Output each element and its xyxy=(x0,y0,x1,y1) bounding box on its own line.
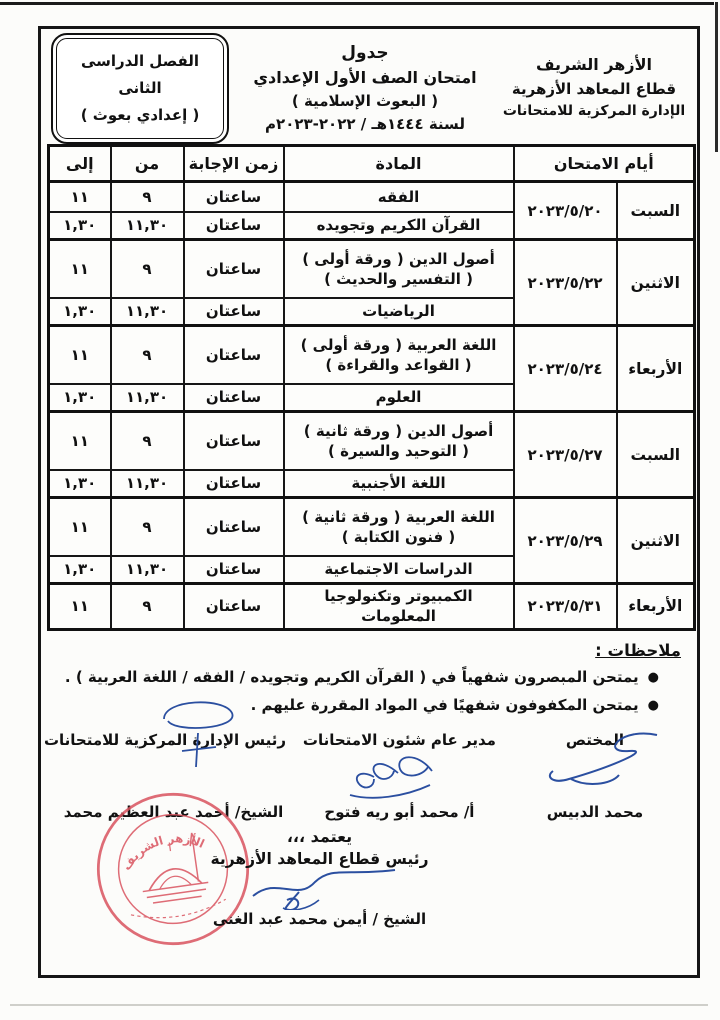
signature-name: أ/ محمد أبو ريه فتوح xyxy=(324,803,475,821)
col-header-subject: المادة xyxy=(284,146,514,182)
exam-to: ١,٣٠ xyxy=(49,212,111,240)
exam-duration: ساعتان xyxy=(184,584,284,630)
title-line: امتحان الصف الأول الإعدادي xyxy=(253,68,477,88)
approval-title: رئيس قطاع المعاهد الأزهرية xyxy=(210,850,429,868)
exam-duration: ساعتان xyxy=(184,212,284,240)
exam-duration: ساعتان xyxy=(184,498,284,556)
exam-subject: القرآن الكريم وتجويده xyxy=(284,212,514,240)
exam-from: ٩ xyxy=(111,412,184,470)
note-item xyxy=(57,695,659,717)
exam-from: ٩ xyxy=(111,240,184,298)
header-section xyxy=(47,34,691,142)
title-line: جدول xyxy=(341,42,389,63)
exam-from: ٩ xyxy=(111,498,184,556)
pen-signature xyxy=(235,866,405,910)
signature-name: محمد الدبيس xyxy=(546,803,644,821)
scan-edge-top xyxy=(0,2,714,5)
stamp-text: الأزهر الشريف xyxy=(119,831,207,873)
signature-exams-director xyxy=(286,731,513,821)
table-row xyxy=(49,498,695,556)
exam-to: ١,٣٠ xyxy=(49,298,111,326)
exam-duration: ساعتان xyxy=(184,240,284,298)
bottom-section xyxy=(47,821,691,979)
exam-day: الاثنين xyxy=(617,240,695,326)
exam-subject xyxy=(284,412,514,470)
exam-subject xyxy=(284,326,514,384)
exam-subject: اللغة الأجنبية xyxy=(284,470,514,498)
exam-duration: ساعتان xyxy=(184,412,284,470)
subject-line1: أصول الدين ( ورقة أولى ) xyxy=(302,249,495,268)
subject-line1: اللغة العربية ( ورقة أولى ) xyxy=(300,335,497,354)
exam-subject xyxy=(284,240,514,298)
term-line: ( إعدادي بعوث ) xyxy=(80,105,200,124)
exam-to: ١١ xyxy=(49,498,111,556)
exam-subject: الدراسات الاجتماعية xyxy=(284,556,514,584)
signature-specialist xyxy=(513,731,677,821)
signature-title: المختص xyxy=(565,731,625,749)
exam-to: ١١ xyxy=(49,412,111,470)
exam-duration: ساعتان xyxy=(184,298,284,326)
table-row xyxy=(49,182,695,212)
exam-to: ١١ xyxy=(49,182,111,212)
table-row xyxy=(49,412,695,470)
exam-schedule-table xyxy=(47,144,696,631)
subject-line2: ( التفسير والحديث ) xyxy=(324,269,473,288)
exam-from: ١١,٣٠ xyxy=(111,384,184,412)
scan-edge-bottom xyxy=(10,1004,708,1006)
exam-subject: العلوم xyxy=(284,384,514,412)
exam-to: ١,٣٠ xyxy=(49,470,111,498)
col-header-from: من xyxy=(111,146,184,182)
note-text: يمتحن المكفوفون شفهيًا في المواد المقررة عليهم . xyxy=(250,696,639,715)
exam-date: ٢٠٢٣/٥/٢٩ xyxy=(514,498,617,584)
subject-line1: اللغة العربية ( ورقة ثانية ) xyxy=(302,507,495,526)
exam-date: ٢٠٢٣/٥/٢٤ xyxy=(514,326,617,412)
bullet-icon: ● xyxy=(647,698,659,714)
table-row xyxy=(49,584,695,630)
col-header-time: زمن الإجابة xyxy=(184,146,284,182)
logo-line: الإدارة المركزية للامتحانات xyxy=(502,103,686,120)
exam-date: ٢٠٢٣/٥/٢٢ xyxy=(514,240,617,326)
exam-duration: ساعتان xyxy=(184,556,284,584)
exam-to: ١١ xyxy=(49,584,111,630)
approval-word: يعتمد ،،، xyxy=(286,827,353,846)
exam-date: ٢٠٢٣/٥/٢٧ xyxy=(514,412,617,498)
subject-line2: ( القواعد والقراءة ) xyxy=(325,355,472,374)
exam-day: الأربعاء xyxy=(617,584,695,630)
title-line: ( البعوث الإسلامية ) xyxy=(291,92,439,111)
exam-to: ١,٣٠ xyxy=(49,556,111,584)
term-box xyxy=(51,33,229,144)
exam-subject xyxy=(284,498,514,556)
exam-from: ١١,٣٠ xyxy=(111,298,184,326)
scan-edge-right xyxy=(715,2,718,152)
pen-signature xyxy=(328,747,458,802)
exam-from: ١١,٣٠ xyxy=(111,470,184,498)
exam-subject: الرياضيات xyxy=(284,298,514,326)
notes-heading: ملاحظات : xyxy=(595,640,681,660)
table-row xyxy=(49,326,695,384)
exam-duration: ساعتان xyxy=(184,182,284,212)
exam-subject: الكمبيوتر وتكنولوجيا المعلومات xyxy=(284,584,514,630)
exam-from: ١١,٣٠ xyxy=(111,212,184,240)
signature-name: الشيخ/ أحمد عبد العظيم محمد xyxy=(63,803,284,821)
exam-day: السبت xyxy=(617,182,695,240)
signature-title: مدير عام شئون الامتحانات xyxy=(302,731,496,749)
exam-day: السبت xyxy=(617,412,695,498)
logo-line: قطاع المعاهد الأزهرية xyxy=(511,79,677,98)
exam-to: ١١ xyxy=(49,240,111,298)
page-title xyxy=(229,41,501,136)
table-header-row xyxy=(49,146,695,182)
azhar-logo-calligraphy xyxy=(501,53,687,123)
note-text: يمتحن المبصرون شفهياً في ( القرآن الكريم وتجويده / الفقه / اللغة العربية ) . xyxy=(64,667,639,686)
exam-to: ١,٣٠ xyxy=(49,384,111,412)
subject-line2: ( التوحيد والسيرة ) xyxy=(328,441,469,460)
notes-section xyxy=(47,631,691,718)
exam-duration: ساعتان xyxy=(184,384,284,412)
exam-date: ٢٠٢٣/٥/٣١ xyxy=(514,584,617,630)
exam-day: الاثنين xyxy=(617,498,695,584)
page-frame xyxy=(38,26,700,978)
logo-line: الأزهر الشريف xyxy=(535,55,652,75)
exam-subject: الفقه xyxy=(284,182,514,212)
subject-line1: أصول الدين ( ورقة ثانية ) xyxy=(303,421,494,440)
exam-from: ٩ xyxy=(111,584,184,630)
exam-day: الأربعاء xyxy=(617,326,695,412)
exam-from: ٩ xyxy=(111,326,184,384)
note-item xyxy=(57,667,659,689)
exam-duration: ساعتان xyxy=(184,326,284,384)
col-header-days: أيام الامتحان xyxy=(514,146,695,182)
approval-block xyxy=(207,827,432,928)
signature-title: رئيس الإدارة المركزية للامتحانات xyxy=(43,731,286,749)
title-line: لسنة ١٤٤٤هـ / ٢٠٢٢-٢٠٢٣م xyxy=(265,114,465,133)
exam-from: ٩ xyxy=(111,182,184,212)
subject-line2: ( فنون الكتابة ) xyxy=(341,527,456,546)
table-row xyxy=(49,240,695,298)
term-line: الفصل الدراسى الثانى xyxy=(80,51,200,97)
bullet-icon: ● xyxy=(647,669,659,685)
exam-to: ١١ xyxy=(49,326,111,384)
exam-duration: ساعتان xyxy=(184,470,284,498)
col-header-to: إلى xyxy=(49,146,111,182)
exam-from: ١١,٣٠ xyxy=(111,556,184,584)
approval-name: الشيخ / أيمن محمد عبد الغنى xyxy=(212,910,427,928)
exam-date: ٢٠٢٣/٥/٢٠ xyxy=(514,182,617,240)
